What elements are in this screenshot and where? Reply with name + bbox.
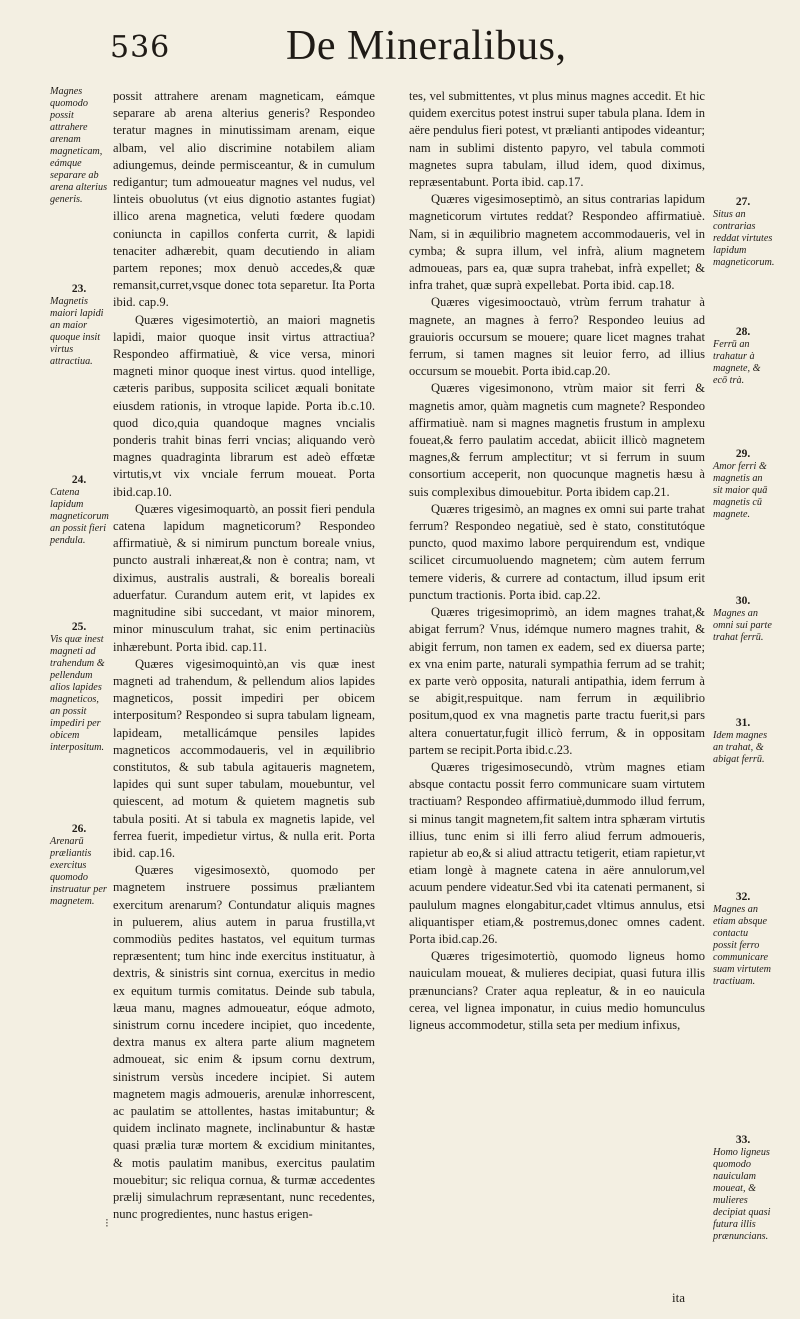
- margin-note-number: 29.: [735, 448, 751, 460]
- margin-note-text: Arenarū præliantis exercitus quomodo instruatur per magnetem.: [50, 836, 107, 907]
- margin-note-text: Magnes quomodo possit attrahere arenam magneticam, eámque separare ab arena alterius generis.: [50, 86, 108, 205]
- margin-note-number: 27.: [735, 196, 751, 208]
- margin-note: [713, 448, 773, 521]
- margin-note-number: 28.: [735, 326, 751, 338]
- margin-note-text: Ferrū an trahatur à magnete, & ecō trà.: [713, 339, 761, 386]
- paragraph: Quæres trigesimotertiò, quomodo ligneus homo nauiculam moueat, & mulieres decipiat, quasi futura illis prænuncians? Crater aqua repleatur, & in eo nauicula cerea, vel lignea imponatur, in cuius medio homunculus ligneus accommodetur, stilla seta per medium infixus,: [409, 949, 705, 1032]
- margin-note-number: 23.: [71, 283, 87, 295]
- running-title: De Mineralibus,: [286, 23, 567, 69]
- margin-note: [50, 621, 108, 754]
- paragraph: Quæres trigesimoprimò, an idem magnes trahat,& abigat ferrum? Vnus, idémque numero magnes trahit, & abigit ferrum, non tamen ex eadem, sed ex diuersa parte; ex vna enim parte, naturali sympathia ferrum ad se trahit; ex parte verò opposita, naturali antipathia, idem ferrum à se abigit,respuitque. nam ferrum in æquilibrio positum,quod ex vna magnetis parte tractu fuerit,si pars altera conuertatur,fugit illicò ferrum, & in oppositam partem se recipit.Porta ibid.c.23.: [409, 605, 705, 757]
- margin-note-number: 25.: [71, 621, 87, 633]
- paragraph: Quæres vigesimoquintò,an vis quæ inest magneti ad trahendum, & pellendum alios lapides magneticos, possit impediri per obicem interpositum? Respondeo si supra tabulam ligneam, lapideam, metallicámque pensiles lapides magneticos accommodaueris, vel in æquilibrio constitutos, & sub tabula agitaueris magnetem, lapides qui sunt super tabulam, mouebuntur, vel quiescent, ad motum & quietem magnetis sub tabula positi. At si tabula ex magnetis lapide, vel ferrea fuerit, impedietur virtus, & nulla erit. Porta ibid. cap.16.: [113, 656, 375, 860]
- margin-note: [50, 823, 108, 908]
- margin-note-number: 33.: [735, 1134, 751, 1146]
- margin-note: [50, 474, 108, 547]
- paragraph: Quæres vigesimosextò, quomodo per magnetem instruere possimus præliantem exercitum arenarum? Contundatur aliquis magnes in puluerem, alius autem in parua frustilla,vt commodiùs pedites hastatos, vel equitum turmas repræsentent; tum hinc inde exercitus instituatur, à dextris, & sinistris sint cornua, exercitus in medio ex equitum turmis comitatus. Deinde sub tabula, læua manu, magnes admoueatur, eóque admoto, sinistrum cornu incedere incipiet, quo incedente, dextra manus ex altera parte alium magnetem admoueat, sic enim & ipsum cornu dextrum, sinistrum versùs incedere incipiet. Si autem magnetem magis admoueris, arenulæ inhorrescent, ac paulatim se attollentes, hastas imitabuntur; & quidem inclinato magnete, inclinabuntur & hastæ quasi prælia turæ mortem & excidium minitantes, & motis paulatim manibus, exercitus paulatim mouebitur; sic reliqua cornua, & turmæ accedentes prælij simulachrum repræsentant, nunc recedentes, nunc progredientes, nunc hastus erigen-: [113, 863, 375, 1222]
- margin-note-number: 26.: [71, 823, 87, 835]
- margin-note-text: Amor ferri & magnetis an sit maior quā magnetis cū magnete.: [713, 461, 768, 520]
- paragraph: Quæres vigesimonono, vtrùm maior sit ferri & magnetis amor, quàm magnetis cum magnete? Respondeo affirmatiuè. nam si magnes magnetis frustum in amplexu foueat,& ferro paulatim accedat, abiicit illicò magnetem magnes,& ferrum amplectitur; vt si ferrum in suum consortium acceperit, non quocunque magnetis hæsu à suis complexibus dimouebitur. Porta ibidem cap.21.: [409, 381, 705, 499]
- margin-note: [713, 196, 773, 269]
- right-column: [409, 88, 705, 1034]
- margin-note: [713, 1134, 773, 1243]
- catchword: ita: [672, 1290, 685, 1305]
- paragraph: Quæres vigesimotertiò, an maiori magnetis lapidi, maior quoque insit virtus attractiua? Respondeo affirmatiuè, & vice versa, minori magneti minor quoque inest virtus. quod intellige, cæteris paribus, supposita scilicet æquali bonitate eiusdem rationis, in vtroque lapide. Porta ib.c.10. quod dico,quia quandoque magnes vncialis ponderis trahit binas ferri vncias; aliquando verò magnes quadraginta librarum est adeò effœtæ virtutis,vt vix vnciale ferrum moueat. Porta ibid.cap.10.: [113, 312, 375, 499]
- ink-mark: ⁝: [105, 1216, 109, 1230]
- paragraph: tes, vel submittentes, vt plus minus magnes accedit. Et hic quidem exercitus potest instrui super tabula plana. Idem in aëre pendulus fieri potest, vt prælianti antipodes videantur; nam in sublimi distento papyro, vel tabula commoti magnetes supra tabulam, illud idem, quod diximus, repræsentabunt. Porta ibid. cap.17.: [409, 89, 705, 190]
- margin-note-number: 31.: [735, 717, 751, 729]
- margin-note-text: Magnes an omni sui parte trahat ferrū.: [713, 608, 772, 643]
- paragraph: Quæres vigesimooctauò, vtrùm ferrum trahatur à magnete, an magnes à ferro? Respondeo leuius ad grauioris occursum se mouere; quare licet magnes trahat ferrum, si tamen magnes sit leuior ferro, ad illius occursum se mouebit. Porta ibid.cap.20.: [409, 295, 705, 379]
- margin-note: [50, 283, 108, 368]
- margin-note-text: Vis quæ inest magneti ad trahendum & pellendum alios lapides magneticos, an possit impediri per obicem interpositum.: [50, 634, 105, 753]
- margin-note: [50, 86, 108, 206]
- paragraph: Quæres trigesimò, an magnes ex omni sui parte trahat ferrum? Respondeo negatiuè, sed è stato, constitutóque puncto, quod maximo labore perquirendum est, vndique scilicet circumuoluendo magnetem; cùm autem ferrum temere videris, & currere ad contactum, illud ipsum erit punctum tractionis. Porta ibid. cap.22.: [409, 501, 705, 602]
- margin-note: [713, 717, 773, 766]
- margin-note-text: Catena lapidum magneticorum an possit fieri pendula.: [50, 487, 109, 546]
- left-column: [113, 88, 375, 1223]
- margin-note-text: Situs an contrarias reddat virtutes lapidum magneticorum.: [713, 209, 775, 268]
- page-number: 536: [110, 30, 171, 65]
- margin-note-text: Magnes an etiam absque contactu possit ferro communicare suam virtutem tractiuam.: [713, 904, 772, 987]
- margin-note-number: 30.: [735, 595, 751, 607]
- margin-note-number: 24.: [71, 474, 87, 486]
- paragraph: possit attrahere arenam magneticam, eámque separare ab arena alterius generis? Respondeo teratur magnes in minutissimam arenam, eique albam, vel alio discrimine notabilem aliam adiungemus, deinde permisceantur, & in cumulum redigantur; tum admoueatur magnes vel nudus, vel linteis obuolutus (vt eius dignotio astantes fugiat) illico arena magnetica, veluti fœdere quodam coniuncta in capillos conferta currit, & lapidi tenaciter adhærebit, quam decutiendo in aliam partem repones; mox denuò accedes,& quæ remansit,curret,vsque donec tota separetur. Ita Porta ibid. cap.9.: [113, 89, 375, 310]
- margin-note-text: Idem magnes an trahat, & abigat ferrū.: [713, 730, 768, 765]
- margin-note-text: Magnetis maiori lapidi an maior quoque insit virtus attractiua.: [50, 296, 104, 367]
- paragraph: Quæres vigesimoquartò, an possit fieri pendula catena lapidum magneticorum? Respondeo affirmatiuè, & si nimirum punctum boreale vnius, puncto australi inhæreat,& non è contra; nam, vt diximus, australis australi, & borealis boreali aduerfatur. Curandum autem erit, vt lapides ex magnitudine sibi succedant, vt maior minorem, minor minusculum trahat, sic enim pertinaciùs inhærebunt. Porta ibid. cap.11.: [113, 501, 375, 654]
- margin-note: [713, 326, 773, 387]
- page-header: [100, 24, 700, 80]
- paragraph: Quæres vigesimoseptimò, an situs contrarias lapidum magneticorum virtutes reddat? Respondeo affirmatiuè. Nam, si in æquilibrio magnetem accommodaueris, vel in cymba; & supra illum, vel infrà, alium magnetem admoueas, pars ea, quæ supra trahebat, infrà expellet; & infra trahet, quæ suprà expellebat. Porta ibid. cap.18.: [409, 192, 705, 293]
- margin-note-text: Homo ligneus quomodo nauiculam moueat, & mulieres decipiat quasi futura illis prænuncians.: [713, 1147, 771, 1242]
- paragraph: Quæres trigesimosecundò, vtrùm magnes etiam absque contactu possit ferro communicare suam virtutem tractiuam? Respondeo affirmatiuè,dummodo illud ferrum, si minus tangit magnetem,fit saltem intra sphæram virtutis illius, tunc enim si illi ferro aliud ferrum admoueris, rapietur ab eo,& si aliud attractu tetigerit, etiam rapietur,vt etiam longè à magnete catena in aëre annulorum,vel acuum pendere videatur.Sed vbi ita catenati permanent, si paululum magnes elongabitur,cadet vltimus annulus, etsi aliquantisper etiam,& postremus,donec omnes cadent. Porta ibid.cap.26.: [409, 759, 705, 946]
- margin-note: [713, 595, 773, 644]
- margin-note-number: 32.: [735, 891, 751, 903]
- margin-note: [713, 891, 773, 988]
